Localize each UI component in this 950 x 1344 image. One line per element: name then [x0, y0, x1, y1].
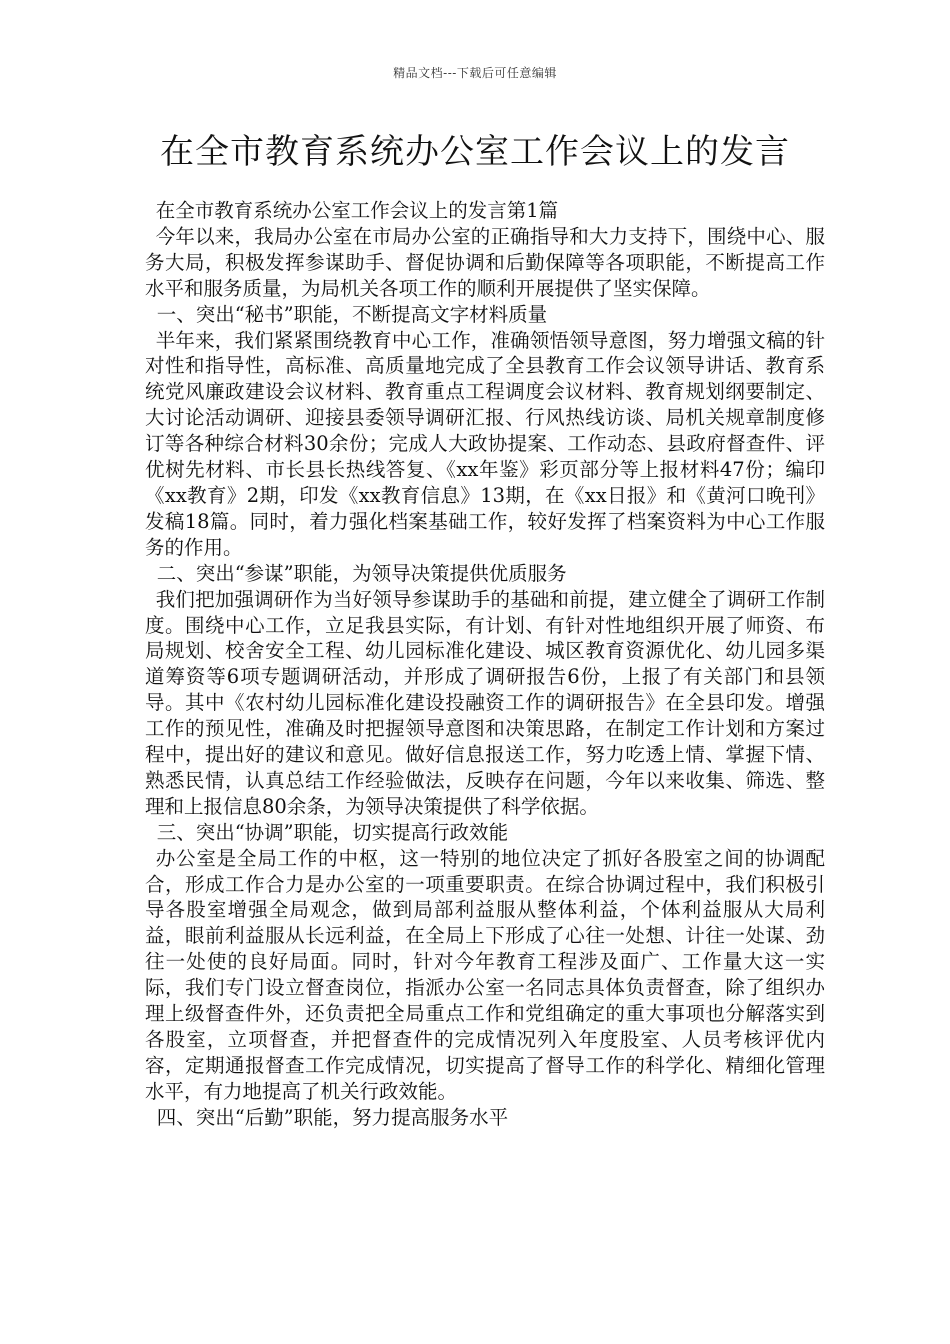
paragraph-section-3: 办公室是全局工作的中枢，这一特别的地位决定了抓好各股室之间的协调配合，形成工作合力是办公室的一项重要职责。在综合协调过程中，我们积极引导各股室增强全局观念，做到局部利益服从整体利益，个体利益服从大局利益，眼前利益服从长远利益，在全局上下形成了心往一处想、计往一处谋、劲往一处使的良好局面。同时，针对今年教育工程涉及面广、工作量大这一实际，我们专门设立督查岗位，指派办公室一名同志具体负责督查，除了组织办理上级督查件外，还负责把全局重点工作和党组确定的重大事项也分解落实到各股室，立项督查，并把督查件的完成情况列入年度股室、人员考核评优内容，定期通报督查工作完成情况，切实提高了督导工作的科学化、精细化管理水平，有力地提高了机关行政效能。	[145, 846, 825, 1103]
section-heading-3: 三、突出“协调”职能，切实提高行政效能	[156, 820, 509, 844]
section-heading-1: 一、突出“秘书”职能，不断提高文字材料质量	[156, 302, 548, 326]
section-heading-2: 二、突出“参谋”职能，为领导决策提供优质服务	[156, 561, 567, 585]
document-body	[145, 198, 825, 1131]
article-subtitle: 在全市教育系统办公室工作会议上的发言第1篇	[155, 199, 559, 222]
section-heading-4: 四、突出“后勤”职能，努力提高服务水平	[156, 1105, 509, 1129]
paragraph-section-1: 半年来，我们紧紧围绕教育中心工作，准确领悟领导意图，努力增强文稿的针对性和指导性，高标准、高质量地完成了全县教育工作会议领导讲话、教育系统党风廉政建设会议材料、教育重点工程调度会议材料、教育规划纲要制定、大讨论活动调研、迎接县委领导调研汇报、行风热线访谈、局机关规章制度修订等各种综合材料30余份；完成人大政协提案、工作动态、县政府督查件、评优树先材料、市长县长热线答复、《xx年鉴》彩页部分等上报材料47份；编印《xx教育》2期，印发《xx教育信息》13期，在《xx日报》和《黄河口晚刊》发稿18篇。同时，着力强化档案基础工作，较好发挥了档案资料为中心工作服务的作用。	[145, 328, 825, 559]
paragraph-section-2: 我们把加强调研作为当好领导参谋助手的基础和前提，建立健全了调研工作制度。围绕中心工作，立足我县实际，有计划、有针对性地组织开展了师资、布局规划、校舍安全工程、幼儿园标准化建设、城区教育资源优化、幼儿园多渠道筹资等6项专题调研活动，并形成了调研报告6份，上报了有关部门和县领导。其中《农村幼儿园标准化建设投融资工作的调研报告》在全县印发。增强工作的预见性，准确及时把握领导意图和决策思路，在制定工作计划和方案过程中，提出好的建议和意见。做好信息报送工作，努力吃透上情、掌握下情、熟悉民情，认真总结工作经验做法，反映存在问题，今年以来收集、筛选、整理和上报信息80余条，为领导决策提供了科学依据。	[145, 587, 825, 818]
header-note: 精品文档---下载后可任意编辑	[393, 66, 557, 80]
document-title: 在全市教育系统办公室工作会议上的发言	[160, 132, 790, 172]
paragraph-intro: 今年以来，我局办公室在市局办公室的正确指导和大力支持下，围绕中心、服务大局，积极发挥参谋助手、督促协调和后勤保障等各项职能，不断提高工作水平和服务质量，为局机关各项工作的顺利开展提供了坚实保障。	[145, 224, 825, 300]
